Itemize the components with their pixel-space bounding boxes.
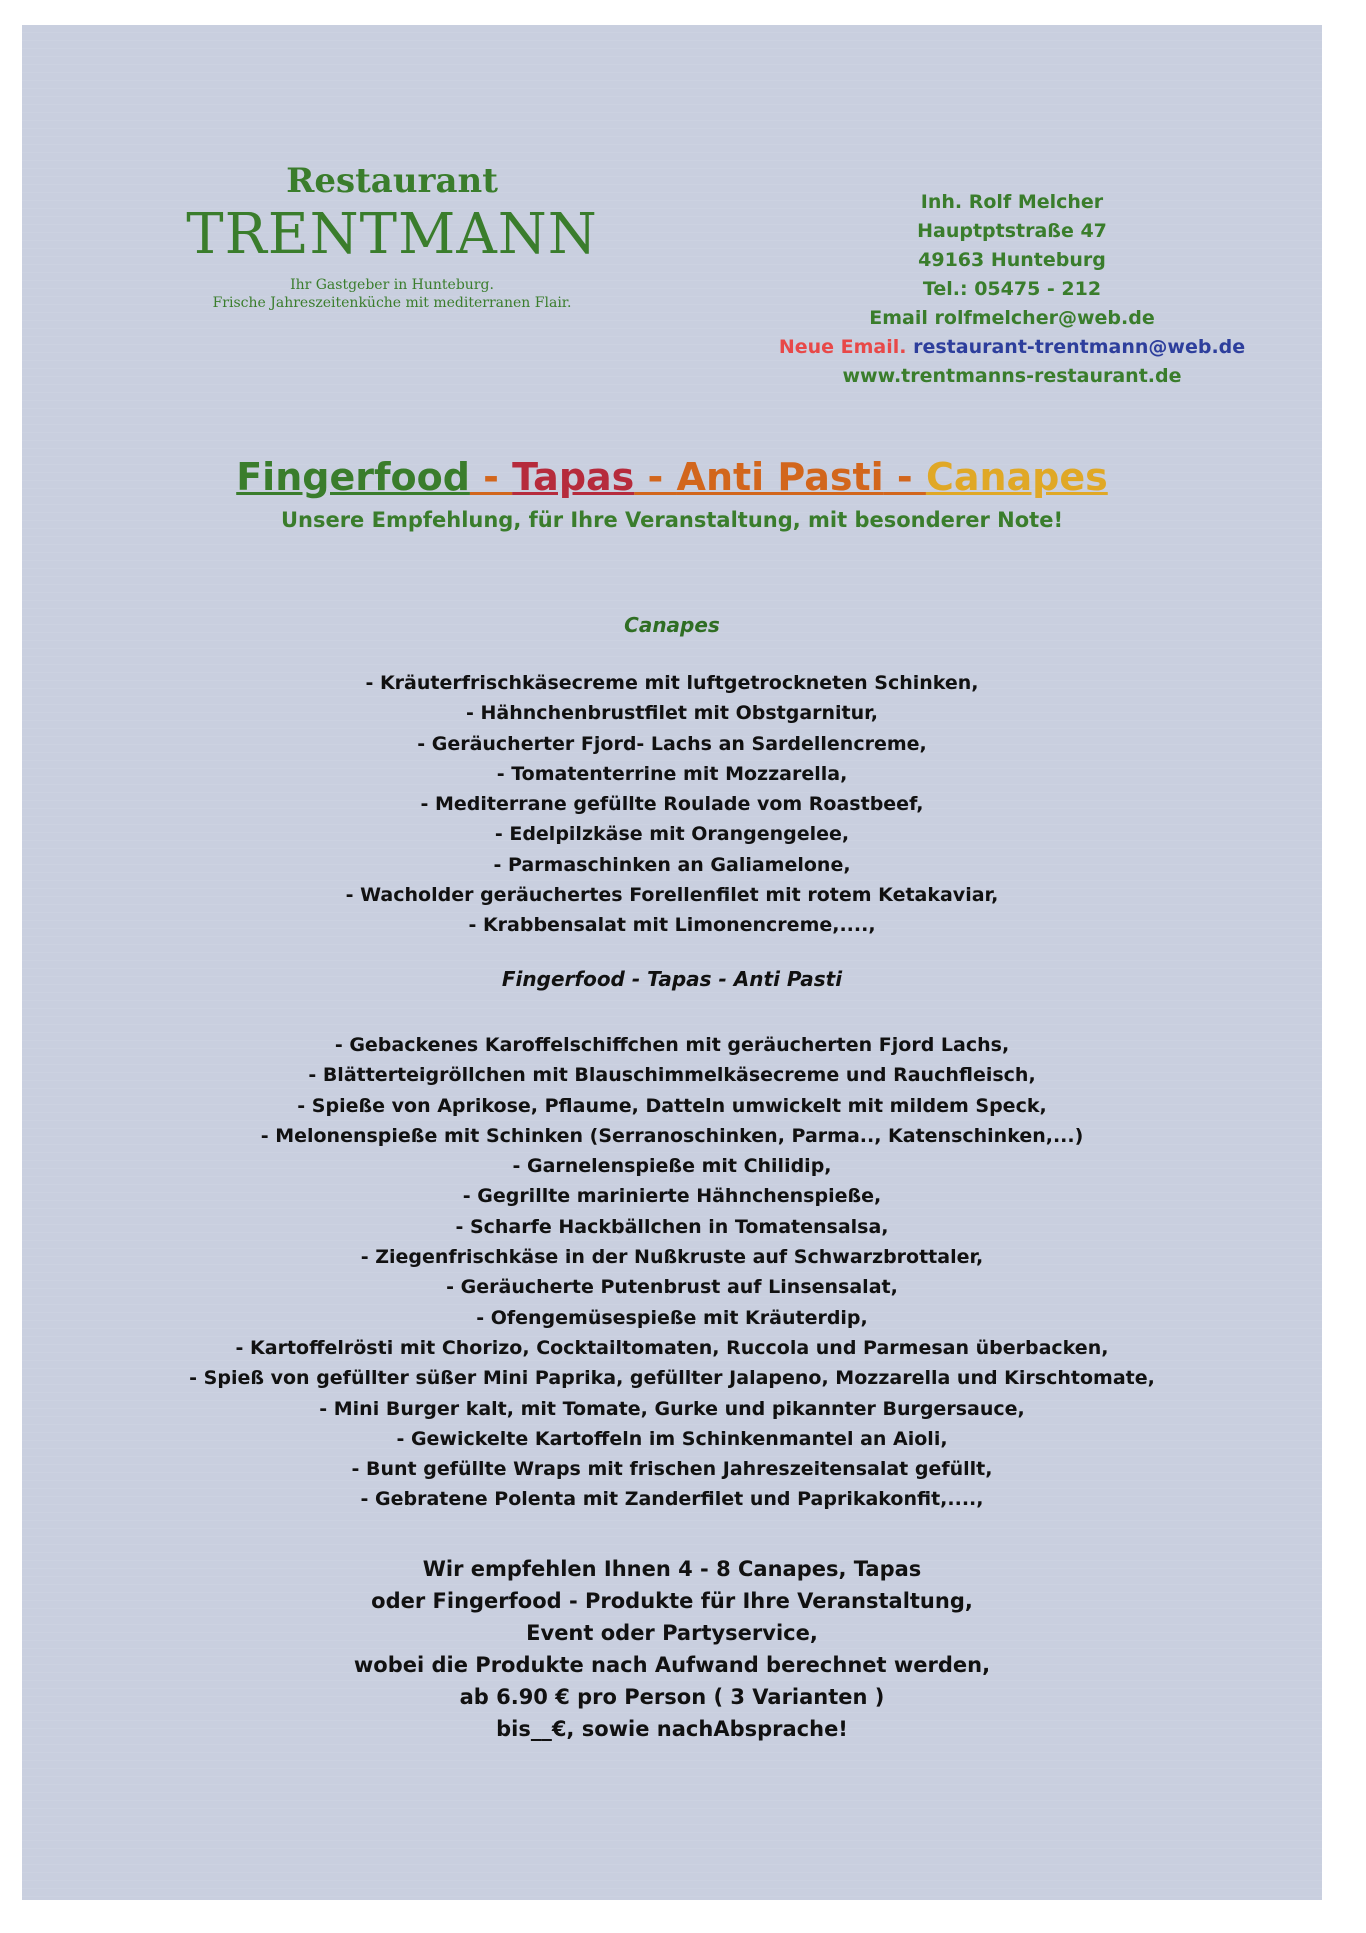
list-item: - Hähnchenbrustfilet mit Obstgarnitur, (466, 702, 878, 725)
closing-note (22, 1553, 1322, 1745)
logo-tagline-1: Ihr Gastgeber in Hunteburg. (290, 277, 494, 293)
list-item: - Spieß von gefüllter süßer Mini Paprika, gefüllter Jalapeno, Mozzarella und Kirschtomate, (189, 1367, 1155, 1390)
list-item: - Edelpilzkäse mit Orangengelee, (494, 823, 850, 846)
fingerfood-heading: Fingerfood - Tapas - Anti Pasti (501, 967, 843, 991)
list-item: - Spieße von Aprikose, Pflaume, Datteln umwickelt mit mildem Speck, (297, 1094, 1047, 1117)
list-item: - Geräucherte Putenbrust auf Linsensalat, (446, 1276, 898, 1299)
contact-website: www.trentmanns-restaurant.de (842, 365, 1182, 387)
canapes-heading: Canapes (624, 613, 720, 637)
list-item: - Ziegenfrischkäse in der Nußkruste auf Schwarzbrottaler, (360, 1246, 984, 1269)
title-fingerfood: Fingerfood (236, 455, 470, 499)
list-item: - Kräuterfrischkäsecreme mit luftgetrockneten Schinken, (365, 672, 979, 694)
list-item: - Ofengemüsespieße mit Kräuterdip, (476, 1306, 868, 1329)
canapes-list (22, 668, 1322, 941)
contact-phone: Tel.: 05475 - 212 (922, 278, 1102, 300)
title-canapes: Canapes (925, 455, 1108, 499)
title-separator-3: - (883, 455, 926, 499)
contact-owner: Inh. Rolf Melcher (920, 191, 1104, 213)
list-item: - Scharfe Hackbällchen in Tomatensalsa, (455, 1215, 889, 1238)
contact-street: Hauptptstraße 47 (917, 220, 1107, 242)
new-email-address: restaurant-trentmann@web.de (913, 336, 1246, 358)
page-subtitle: Unsere Empfehlung, für Ihre Veranstaltung, mit besonderer Note! (280, 508, 1064, 532)
contact-block (762, 188, 1262, 391)
list-item: - Gewickelte Kartoffeln im Schinkenmantel an Aioli, (396, 1427, 948, 1450)
list-item: - Blätterteigröllchen mit Blauschimmelkäsecreme und Rauchfleisch, (308, 1064, 1036, 1087)
list-item: - Melonenspieße mit Schinken (Serranoschinken, Parma.., Katenschinken,...) (260, 1124, 1084, 1147)
title-separator-2: - (634, 455, 677, 499)
title-anti-pasti: Anti Pasti (676, 455, 884, 499)
page-title (22, 453, 1322, 501)
title-separator-1: - (469, 455, 513, 499)
list-item: - Geräucherter Fjord- Lachs an Sardellencreme, (417, 732, 927, 755)
restaurant-logo (172, 160, 612, 312)
new-email-label: Neue Email. (778, 336, 907, 358)
closing-line: wobei die Produkte nach Aufwand berechnet werden, (353, 1653, 991, 1677)
list-item: - Wacholder geräuchertes Forellenfilet mit rotem Ketakaviar, (345, 884, 999, 907)
title-tapas: Tapas (512, 455, 635, 499)
list-item: - Tomatenterrine mit Mozzarella, (496, 762, 848, 785)
contact-email: Email rolfmelcher@web.de (869, 307, 1155, 329)
list-item: - Mediterrane gefüllte Roulade vom Roastbeef, (420, 793, 924, 816)
logo-line-restaurant: Restaurant (286, 161, 498, 201)
menu-sheet (22, 25, 1322, 1900)
closing-line: bis__€, sowie nachAbsprache! (496, 1717, 848, 1741)
contact-city: 49163 Hunteburg (918, 249, 1106, 271)
list-item: - Krabbensalat mit Limonencreme,...., (468, 914, 876, 937)
closing-line: oder Fingerfood - Produkte für Ihre Veranstaltung, (371, 1589, 973, 1613)
contact-new-email-line (762, 333, 1262, 362)
list-item: - Bunt gefüllte Wraps mit frischen Jahreszeitensalat gefüllt, (351, 1458, 993, 1481)
list-item: - Gebackenes Karoffelschiffchen mit geräucherten Fjord Lachs, (334, 1034, 1010, 1056)
closing-line: Event oder Partyservice, (526, 1621, 818, 1645)
list-item: - Mini Burger kalt, mit Tomate, Gurke und pikannter Burgersauce, (319, 1397, 1025, 1420)
list-item: - Garnelenspieße mit Chilidip, (512, 1155, 832, 1178)
list-item: - Gegrillte marinierte Hähnchenspieße, (462, 1185, 882, 1208)
list-item: - Kartoffelrösti mit Chorizo, Cocktailtomaten, Ruccola und Parmesan überbacken, (235, 1336, 1109, 1359)
closing-line: ab 6.90 € pro Person ( 3 Varianten ) (459, 1685, 885, 1709)
fingerfood-list (22, 1030, 1322, 1515)
logo-tagline-2: Frische Jahreszeitenküche mit mediterranen Flair. (212, 295, 572, 311)
closing-line: Wir empfehlen Ihnen 4 - 8 Canapes, Tapas (422, 1557, 922, 1581)
logo-line-name: TRENTMANN (186, 202, 598, 267)
list-item: - Gebratene Polenta mit Zanderfilet und Paprikakonfit,...., (360, 1488, 984, 1511)
list-item: - Parmaschinken an Galiamelone, (493, 853, 851, 876)
